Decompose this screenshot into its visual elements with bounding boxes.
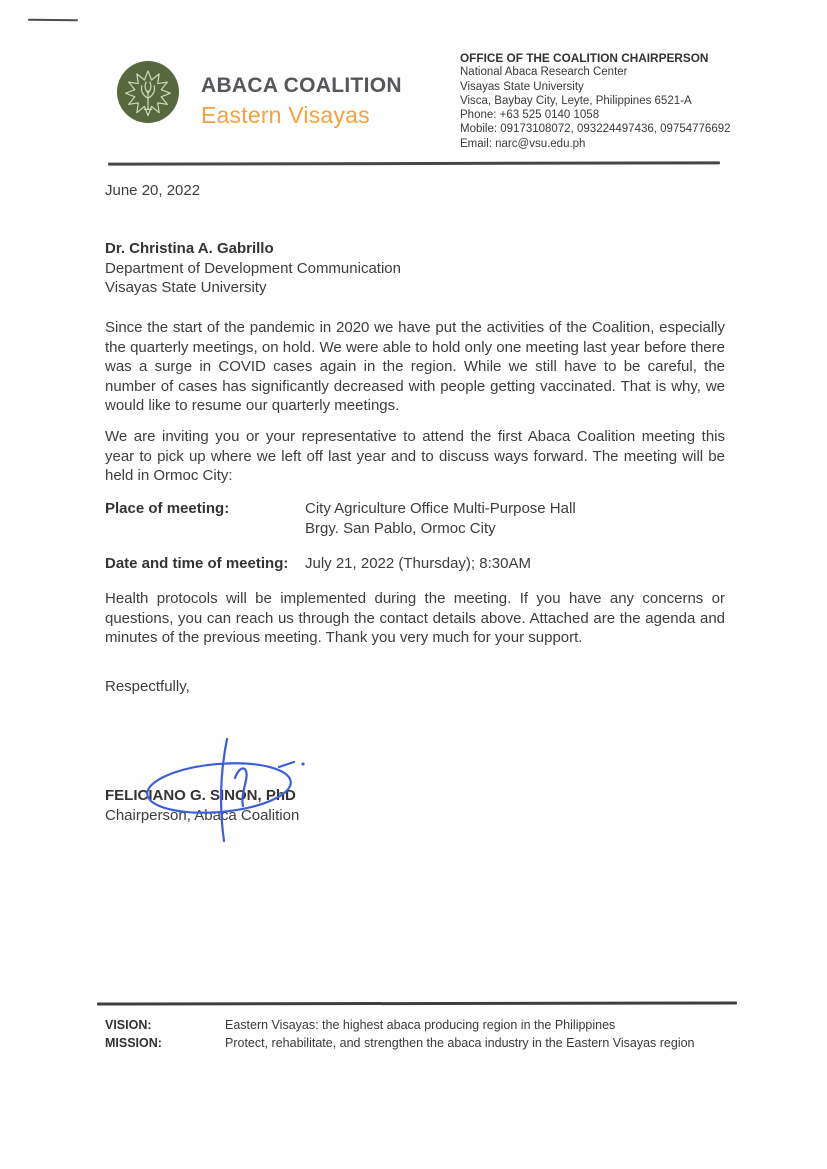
recipient-block [105,239,401,298]
paragraph-2: We are inviting you or your representative to attend the first Abaca Coalition meeting this year to pick up where we left off last year and to discuss ways forward. The meeting will be held in Ormoc City: [105,428,725,484]
mission-text: Protect, rehabilitate, and strengthen the abaca industry in the Eastern Visayas region [225,1035,695,1050]
mission-label: MISSION: [105,1035,162,1050]
office-line: Visayas State University [460,80,584,93]
meeting-place-label: Place of meeting: [105,500,230,517]
brand-block [201,74,402,129]
office-contact-block [460,51,750,151]
meeting-details [105,499,725,574]
handwritten-signature [131,736,331,849]
signatory-title: Chairperson, Abaca Coalition [105,806,300,824]
meeting-place-row [105,499,725,538]
footer-block [105,1017,725,1052]
recipient-university: Visayas State University [105,279,267,296]
footer-divider [97,1001,737,1005]
paragraph-3: Health protocols will be implemented during the meeting. If you have any concerns or questions, you can reach us through the contact details above. Attached are the agenda and minutes of the previous meeting. Thank you very much for your support. [105,590,725,646]
header-divider [108,161,720,165]
vision-label: VISION: [105,1018,152,1032]
letter-date: June 20, 2022 [105,182,201,199]
vision-row [105,1017,725,1035]
paragraph-1: Since the start of the pandemic in 2020 we have put the activities of the Coalition, especially the quarterly meetings, on hold. We were able to hold only one meeting last year before there was a surge in COVID cases again in the region. While we still have to be careful, the number of cases has significantly decreased with people getting vaccinated. That is why, we would like to resume our quarterly meetings. [105,319,725,414]
office-line: Visca, Baybay City, Leyte, Philippines 6521-A [460,94,692,107]
meeting-datetime-value: July 21, 2022 (Thursday); 8:30AM [305,555,531,572]
vision-text: Eastern Visayas: the highest abaca producing region in the Philippines [225,1018,616,1032]
scan-artifact [28,19,78,22]
org-region: Eastern Visayas [201,102,370,128]
meeting-place-value [305,499,576,538]
recipient-name: Dr. Christina A. Gabrillo [105,240,274,257]
meeting-place-line2: Brgy. San Pablo, Ormoc City [305,519,496,537]
office-line: Email: narc@vsu.edu.ph [460,137,586,150]
org-name: ABACA COALITION [201,74,402,97]
office-line: Phone: +63 525 0140 1058 [460,109,600,122]
meeting-datetime-label: Date and time of meeting: [105,555,289,572]
office-title: OFFICE OF THE COALITION CHAIRPERSON [460,51,709,65]
abaca-coalition-logo-icon [117,61,179,123]
mission-row [105,1035,725,1053]
signatory-name: FELICIANO G. SINON, PhD [105,787,296,804]
office-line: National Abaca Research Center [460,66,628,79]
closing-salutation: Respectfully, [105,678,190,695]
meeting-datetime-row [105,554,725,574]
office-line: Mobile: 09173108072, 093224497436, 09754776692 [460,123,731,136]
meeting-place-line1: City Agriculture Office Multi-Purpose Hall [305,500,576,517]
recipient-dept: Department of Development Communication [105,259,401,277]
